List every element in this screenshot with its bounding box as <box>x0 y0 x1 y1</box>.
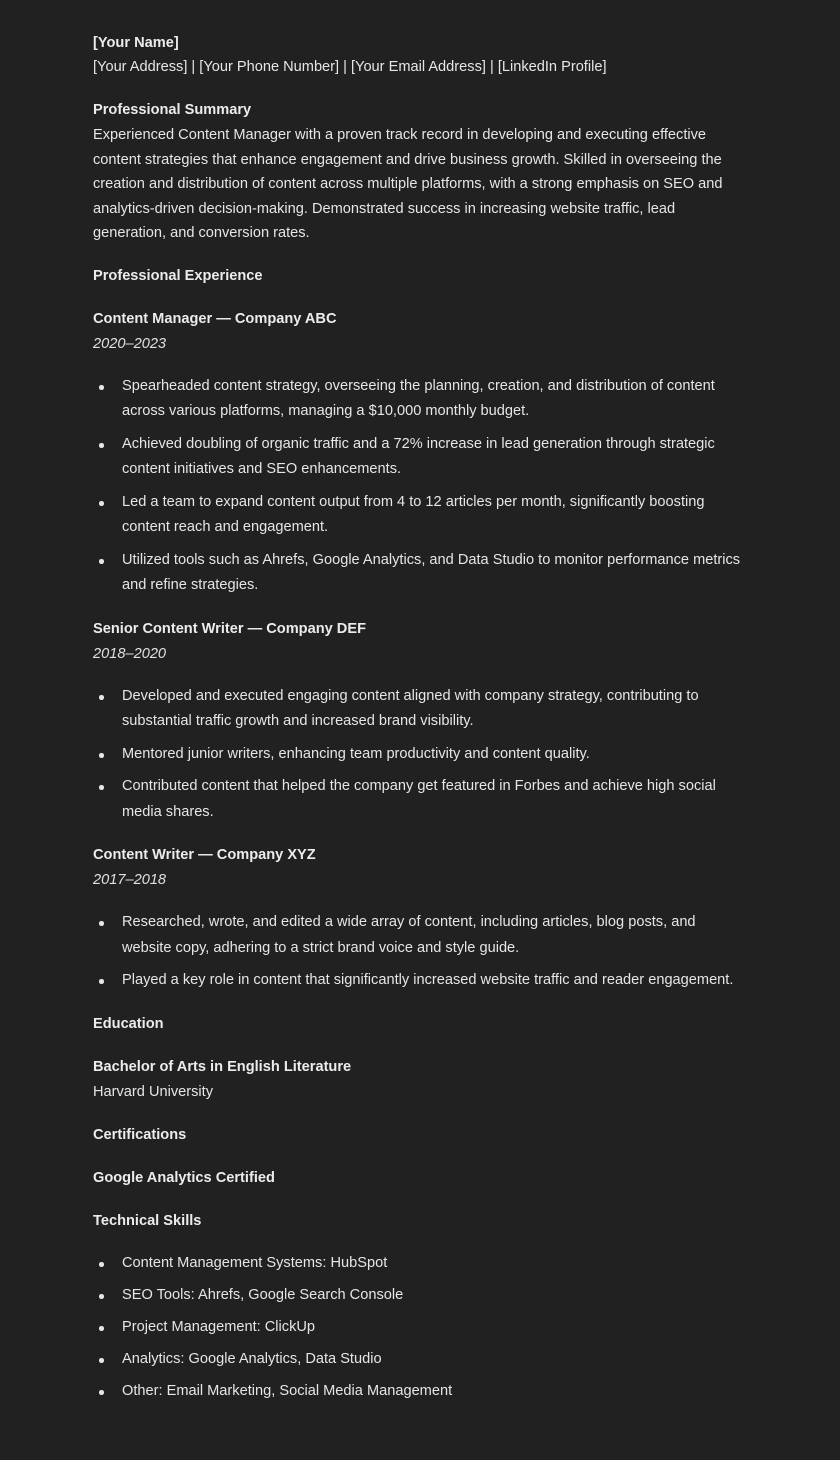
list-item-text: Utilized tools such as Ahrefs, Google Analytics, and Data Studio to monitor performance metrics and refine strategies. <box>122 551 741 594</box>
education-heading: Education <box>93 1015 164 1032</box>
resume-name: [Your Name] <box>93 35 179 51</box>
job-dates: 2020–2023 <box>93 335 167 352</box>
bullet-icon <box>99 1294 104 1299</box>
list-item <box>93 742 747 768</box>
list-item <box>93 490 747 541</box>
bullet-icon <box>99 443 104 448</box>
experience-heading: Professional Experience <box>93 267 263 284</box>
list-item <box>93 774 747 825</box>
list-item <box>93 432 747 483</box>
bullet-icon <box>99 1326 104 1331</box>
skills-heading: Technical Skills <box>93 1212 202 1229</box>
list-item <box>93 1347 747 1373</box>
list-item <box>93 548 747 599</box>
skills-list <box>93 1251 747 1405</box>
list-item <box>93 1379 747 1405</box>
list-item-text: Mentored junior writers, enhancing team productivity and content quality. <box>122 745 590 762</box>
list-item <box>93 374 747 425</box>
list-item-text: Content Management Systems: HubSpot <box>122 1254 388 1271</box>
bullet-icon <box>99 979 104 984</box>
job-dates: 2018–2020 <box>93 645 167 662</box>
job-dates: 2017–2018 <box>93 872 167 889</box>
list-item-text: Played a key role in content that significantly increased website traffic and reader engagement. <box>122 972 734 989</box>
job-entry <box>93 616 747 826</box>
list-item-text: Achieved doubling of organic traffic and a 72% increase in lead generation through strategic content initiatives and SEO enhancements. <box>122 435 715 478</box>
list-item-text: Spearheaded content strategy, overseeing the planning, creation, and distribution of content across various platforms, managing a $10,000 monthly budget. <box>122 377 715 420</box>
bullet-icon <box>99 385 104 390</box>
list-item <box>93 910 747 961</box>
job-title: Content Manager — Company ABC <box>93 310 337 327</box>
job-bullet-list <box>93 684 747 826</box>
bullet-icon <box>99 921 104 926</box>
bullet-icon <box>99 1390 104 1395</box>
summary-text: Experienced Content Manager with a proven track record in developing and executing effective content strategies that enhance engagement and drive business growth. Skilled in overseeing the creation and distribution of content across multiple platforms, with a strong emphasis on SEO and analytics-driven decision-making. Demonstrated success in increasing website traffic, lead generation, and conversion rates. <box>93 127 723 242</box>
bullet-icon <box>99 753 104 758</box>
list-item-text: SEO Tools: Ahrefs, Google Search Console <box>122 1287 404 1304</box>
bullet-icon <box>99 559 104 564</box>
bullet-icon <box>99 785 104 790</box>
list-item <box>93 1251 747 1277</box>
list-item-text: Contributed content that helped the company get featured in Forbes and achieve high social media shares. <box>122 778 716 820</box>
list-item <box>93 1315 747 1341</box>
contact-line: [Your Address] | [Your Phone Number] | [Your Email Address] | [LinkedIn Profile] <box>93 59 607 75</box>
certification-item: Google Analytics Certified <box>93 1169 275 1186</box>
list-item-text: Project Management: ClickUp <box>122 1319 316 1336</box>
job-bullet-list <box>93 910 747 994</box>
school-name: Harvard University <box>93 1083 214 1100</box>
job-entry <box>93 842 747 994</box>
list-item-text: Developed and executed engaging content aligned with company strategy, contributing to substantial traffic growth and increased brand visibility. <box>122 687 699 730</box>
list-item-text: Led a team to expand content output from 4 to 12 articles per month, significantly boosting content reach and engagement. <box>122 493 705 536</box>
degree-title: Bachelor of Arts in English Literature <box>93 1058 352 1075</box>
certifications-heading: Certifications <box>93 1126 187 1143</box>
job-title: Senior Content Writer — Company DEF <box>93 620 366 637</box>
list-item-text: Researched, wrote, and edited a wide array of content, including articles, blog posts, and website copy, adhering to a strict brand voice and style guide. <box>122 914 696 956</box>
list-item-text: Other: Email Marketing, Social Media Management <box>122 1383 453 1400</box>
summary-heading: Professional Summary <box>93 102 252 118</box>
list-item <box>93 684 747 735</box>
bullet-icon <box>99 695 104 700</box>
list-item-text: Analytics: Google Analytics, Data Studio <box>122 1351 382 1368</box>
bullet-icon <box>99 1358 104 1363</box>
job-bullet-list <box>93 374 747 599</box>
list-item <box>93 968 747 994</box>
job-entry <box>93 306 747 599</box>
job-title: Content Writer — Company XYZ <box>93 847 316 864</box>
bullet-icon <box>99 501 104 506</box>
bullet-icon <box>99 1262 104 1267</box>
list-item <box>93 1283 747 1309</box>
